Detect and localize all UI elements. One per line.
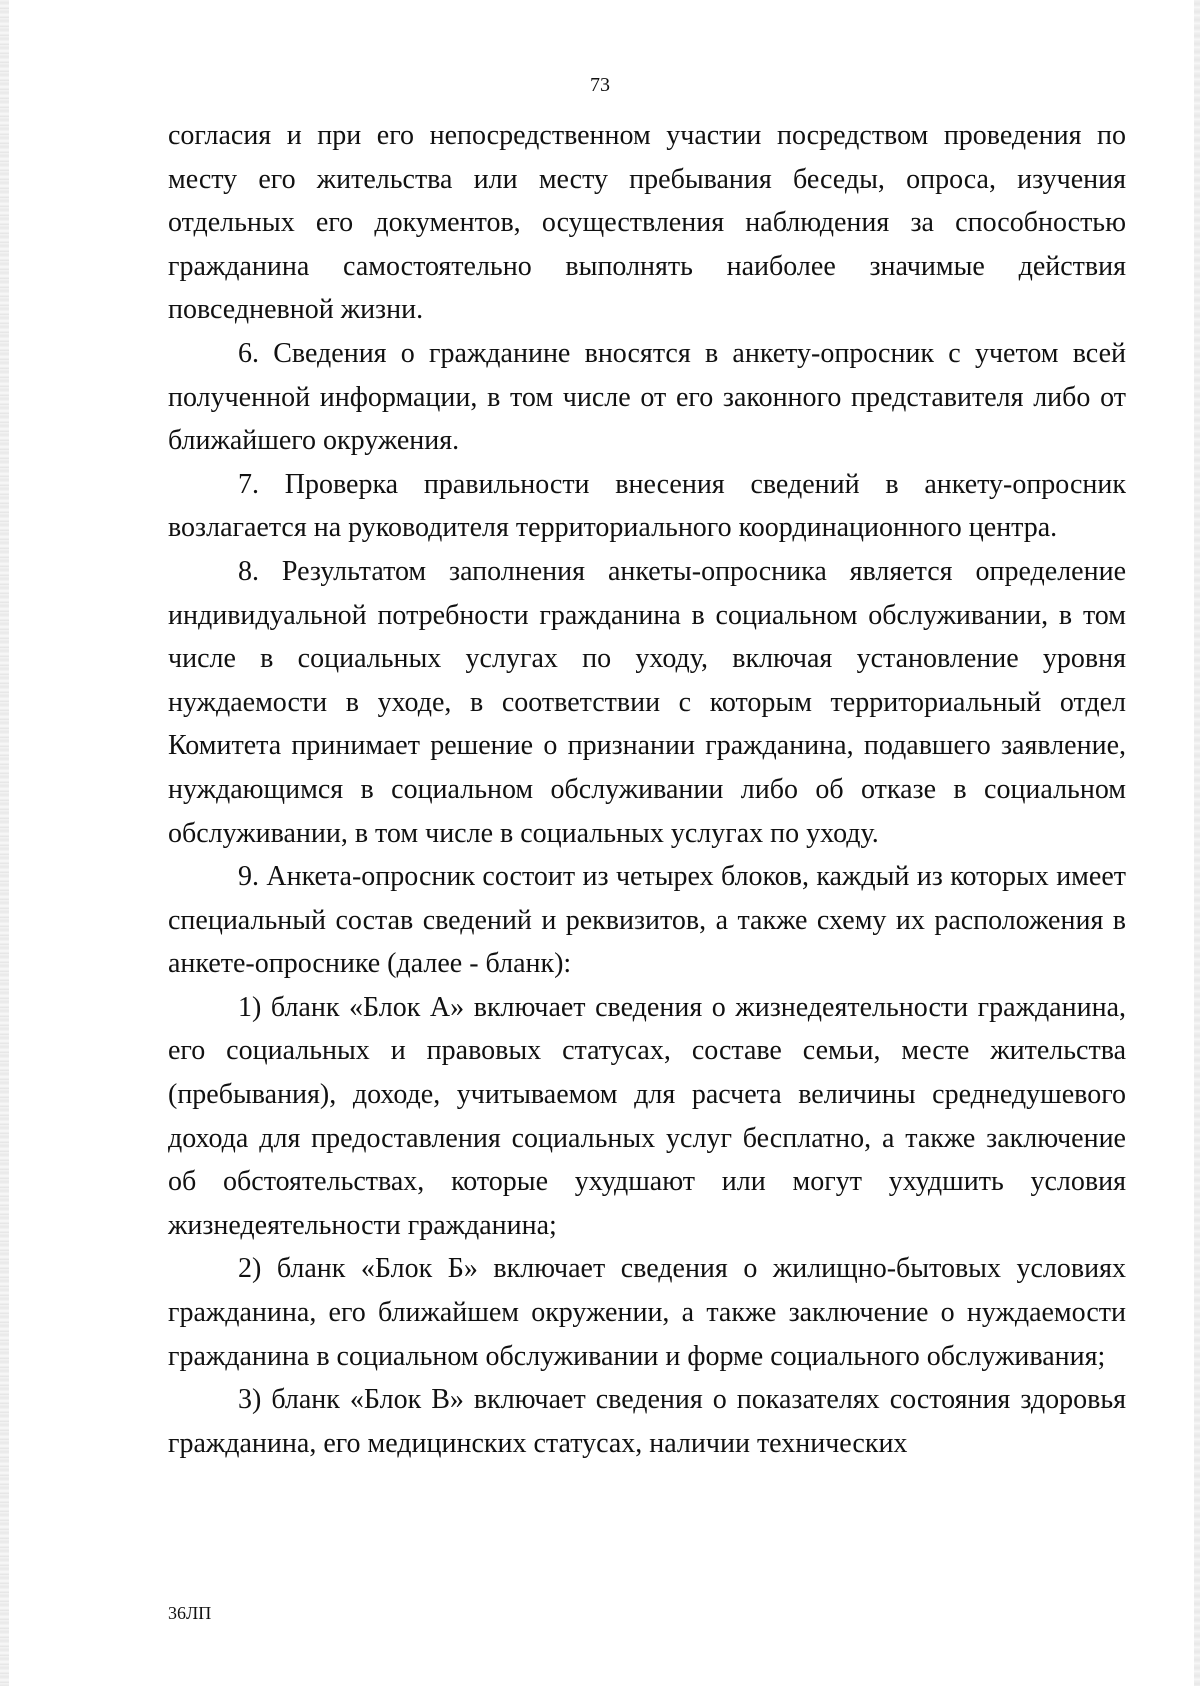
scan-edge-right xyxy=(1194,0,1200,1686)
paragraph-6: 6. Сведения о гражданине вносятся в анкету-опросник с учетом всей полученной информации, в том числе от его законного представителя либо от ближайшего окружения. xyxy=(168,337,1126,457)
paragraph-9-item-1: 1) бланк «Блок А» включает сведения о жизнедеятельности гражданина, его социальных и правовых статусах, составе семьи, месте жительства (пребывания), доходе, учитываемом для расчета величины среднедушевого дохода для предоставления социальных услуг бесплатно, а также заключение об обстоятельствах, которые ухудшают или могут ухудшить условия жизнедеятельности гражданина; xyxy=(168,991,1126,1241)
paragraph-7: 7. Проверка правильности внесения сведений в анкету-опросник возлагается на руководителя территориального координационного центра. xyxy=(168,468,1126,544)
paragraph-9-item-3: 3) бланк «Блок В» включает сведения о показателях состояния здоровья гражданина, его медицинских статусах, наличии технических xyxy=(168,1384,1126,1459)
document-body xyxy=(168,114,1126,1465)
paragraph-9: 9. Анкета-опросник состоит из четырех блоков, каждый из которых имеет специальный состав сведений и реквизитов, а также схему их расположения в анкете-опроснике (далее - бланк): xyxy=(168,861,1126,980)
footer-code: 36ЛП xyxy=(168,1603,212,1623)
paragraph-8: 8. Результатом заполнения анкеты-опросника является определение индивидуальной потребности гражданина в социальном обслуживании, в том числе в социальных услугах по уходу, включая установление уровня нуждаемости в уходе, в соответствии с которым территориальный отдел Комитета принимает решение о признании гражданина, подавшего заявление, нуждающимся в социальном обслуживании либо об отказе в социальном обслуживании, в том числе в социальных услугах по уходу. xyxy=(168,555,1126,849)
scan-edge-left xyxy=(0,0,9,1686)
paragraph-continuation: согласия и при его непосредственном участии посредством проведения по месту его жительства или месту пребывания беседы, опроса, изучения отдельных его документов, осуществления наблюдения за способностью гражданина самостоятельно выполнять наиболее значимые действия повседневной жизни. xyxy=(168,120,1126,326)
page-number: 73 xyxy=(590,74,610,96)
paragraph-9-item-2: 2) бланк «Блок Б» включает сведения о жилищно-бытовых условиях гражданина, его ближайшем окружении, а также заключение о нуждаемости гражданина в социальном обслуживании и форме социального обслуживания; xyxy=(168,1253,1126,1372)
